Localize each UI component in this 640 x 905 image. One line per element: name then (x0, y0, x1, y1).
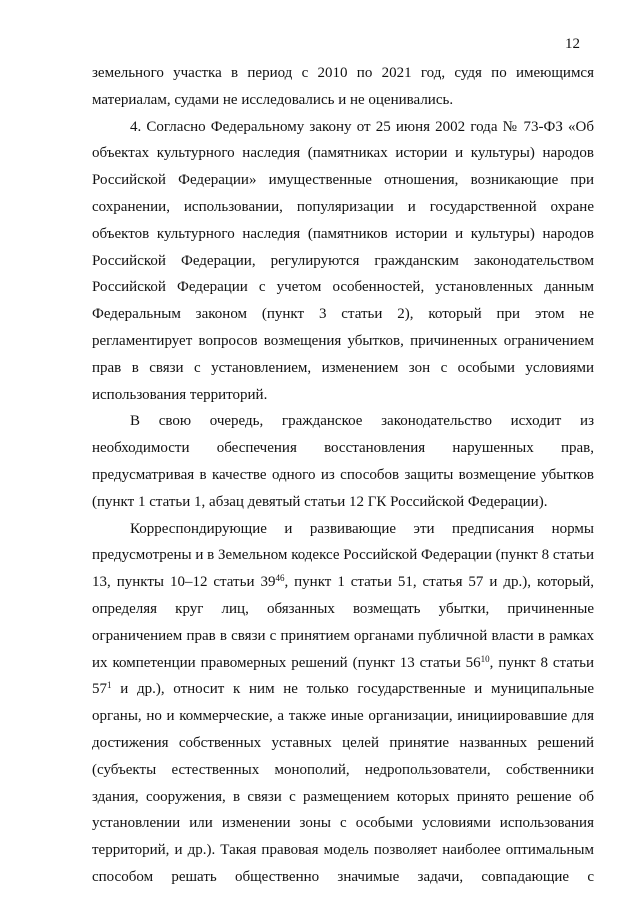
page-number: 12 (565, 36, 580, 52)
land-code-text-1: Корреспондирующие и развивающие эти предписания нормы предусмотрены и в Земельном кодексе Российской Федерации (пункт 8 статьи 13, пункты 10–12 статьи 39 (92, 520, 594, 591)
document-body (92, 60, 594, 891)
footnote-sup-10: 10 (480, 653, 490, 664)
footnote-sup-46: 46 (275, 573, 285, 584)
paragraph-continuation: земельного участка в период с 2010 по 2021 год, судя по имеющимся материалам, судами не исследовались и не оценивались. (92, 65, 594, 108)
paragraph-civil-legislation: В свою очередь, гражданское законодательство исходит из необходимости обеспечения восстановления нарушенных прав, предусматривая в качестве одного из способов защиты возмещение убытков (пункт 1 статьи 1, абзац девятый статьи 12 ГК Российской Федерации). (92, 413, 594, 510)
land-code-text-2: , пункт 1 статьи 51, статья 57 и др.), который, определяя круг лиц, обязанных возмещать убытки, причиненные ограничением прав в связи с принятием органами публичной власти в рамках их компетенции правомерных решений (пункт 13 статьи 56 (92, 574, 594, 671)
land-code-text-3: , пункт 8 статьи 57 (92, 654, 594, 698)
land-code-text-4: и др.), относит к ним не только государственные и муниципальные органы, но и коммерческие, а также иные организации, инициировавшие для достижения собственных уставных целей принятие названных решений (субъекты естественных монополий, недропользователи, собственники здания, сооружения, в связи с размещением которых принято решение об установлении или изменении зоны с особыми условиями использования территорий, и др.). Такая правовая модель позволяет наиболее оптимальным способом решать общественно значимые задачи, совпадающие с (92, 681, 594, 885)
footnote-sup-1: 1 (107, 680, 112, 691)
paragraph-4: 4. Согласно Федеральному закону от 25 июня 2002 года № 73-ФЗ «Об объектах культурного наследия (памятниках истории и культуры) народов Российской Федерации» имущественные отношения, возникающие при сохранении, использовании, популяризации и государственной охране объектов культурного наследия (памятников истории и культуры) народов Российской Федерации, регулируются гражданским законодательством Российской Федерации с учетом особенностей, установленных данным Федеральным законом (пункт 3 статьи 2), который при этом не регламентирует вопросов возмещения убытков, причиненных ограничением прав в связи с установлением, изменением зон с особыми условиями использования территорий. (92, 118, 594, 403)
paragraph-land-code (92, 516, 594, 891)
